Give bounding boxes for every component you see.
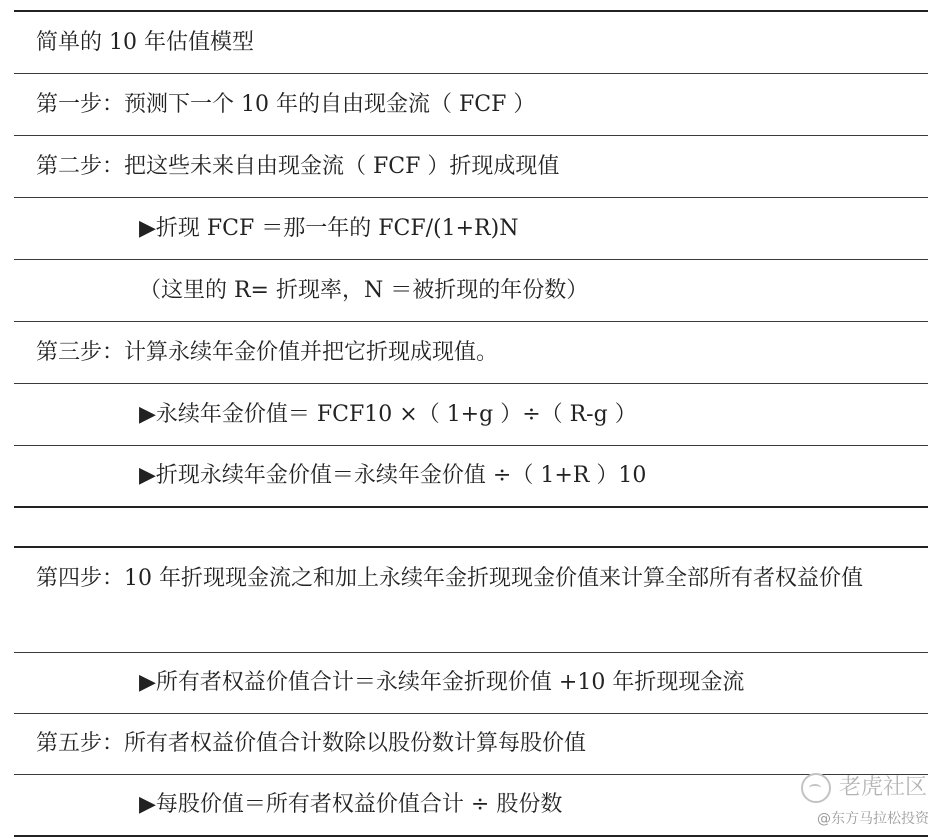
table-row-step5 xyxy=(14,714,928,775)
table-row-step3 xyxy=(14,322,928,384)
row-text: 第五步：所有者权益价值合计数除以股份数计算每股价值 xyxy=(36,731,587,756)
row-text: ▶折现 FCF ＝那一年的 FCF/(1+R)N xyxy=(139,215,519,241)
table-row-formula-equity xyxy=(14,653,928,714)
tiger-logo-icon xyxy=(801,773,831,803)
row-text: （这里的 R= 折现率，N ＝被折现的年份数） xyxy=(139,277,589,303)
table-row-step2 xyxy=(14,136,928,198)
row-text: ▶每股价值＝所有者权益价值合计 ÷ 股份数 xyxy=(139,792,563,817)
row-text: 第一步：预测下一个 10 年的自由现金流（ FCF ） xyxy=(36,91,536,117)
table-row-step4 xyxy=(14,548,928,653)
table-row-formula-discounted-perpetuity xyxy=(14,446,928,508)
watermark-author: @东方马拉松投资 xyxy=(817,811,929,827)
row-text: ▶永续年金价值＝ FCF10 ×（ 1+g ）÷（ R-g ） xyxy=(139,401,637,427)
table-row-formula-perpetuity xyxy=(14,384,928,446)
table-row-step1 xyxy=(14,74,928,136)
row-text: 简单的 10 年估值模型 xyxy=(36,29,254,55)
table-row-formula-discount xyxy=(14,198,928,260)
row-text: ▶折现永续年金价值＝永续年金价值 ÷（ 1+R ）10 xyxy=(139,463,647,488)
watermark-logo xyxy=(801,770,927,803)
table-row-note xyxy=(14,260,928,322)
row-text: 第二步：把这些未来自由现金流（ FCF ）折现成现值 xyxy=(36,153,560,179)
row-text: 第四步：10 年折现现金流之和加上永续年金折现现金价值来计算全部所有者权益价值 xyxy=(36,566,863,591)
valuation-table-top xyxy=(14,10,928,508)
table-row-title xyxy=(14,12,928,74)
row-text: ▶所有者权益价值合计＝永续年金折现价值 +10 年折现现金流 xyxy=(139,670,745,695)
watermark-logo-text: 老虎社区 xyxy=(838,775,927,800)
table-row-formula-per-share xyxy=(14,775,928,837)
valuation-table-bottom xyxy=(14,546,928,837)
row-text: 第三步：计算永续年金价值并把它折现成现值。 xyxy=(36,339,499,365)
